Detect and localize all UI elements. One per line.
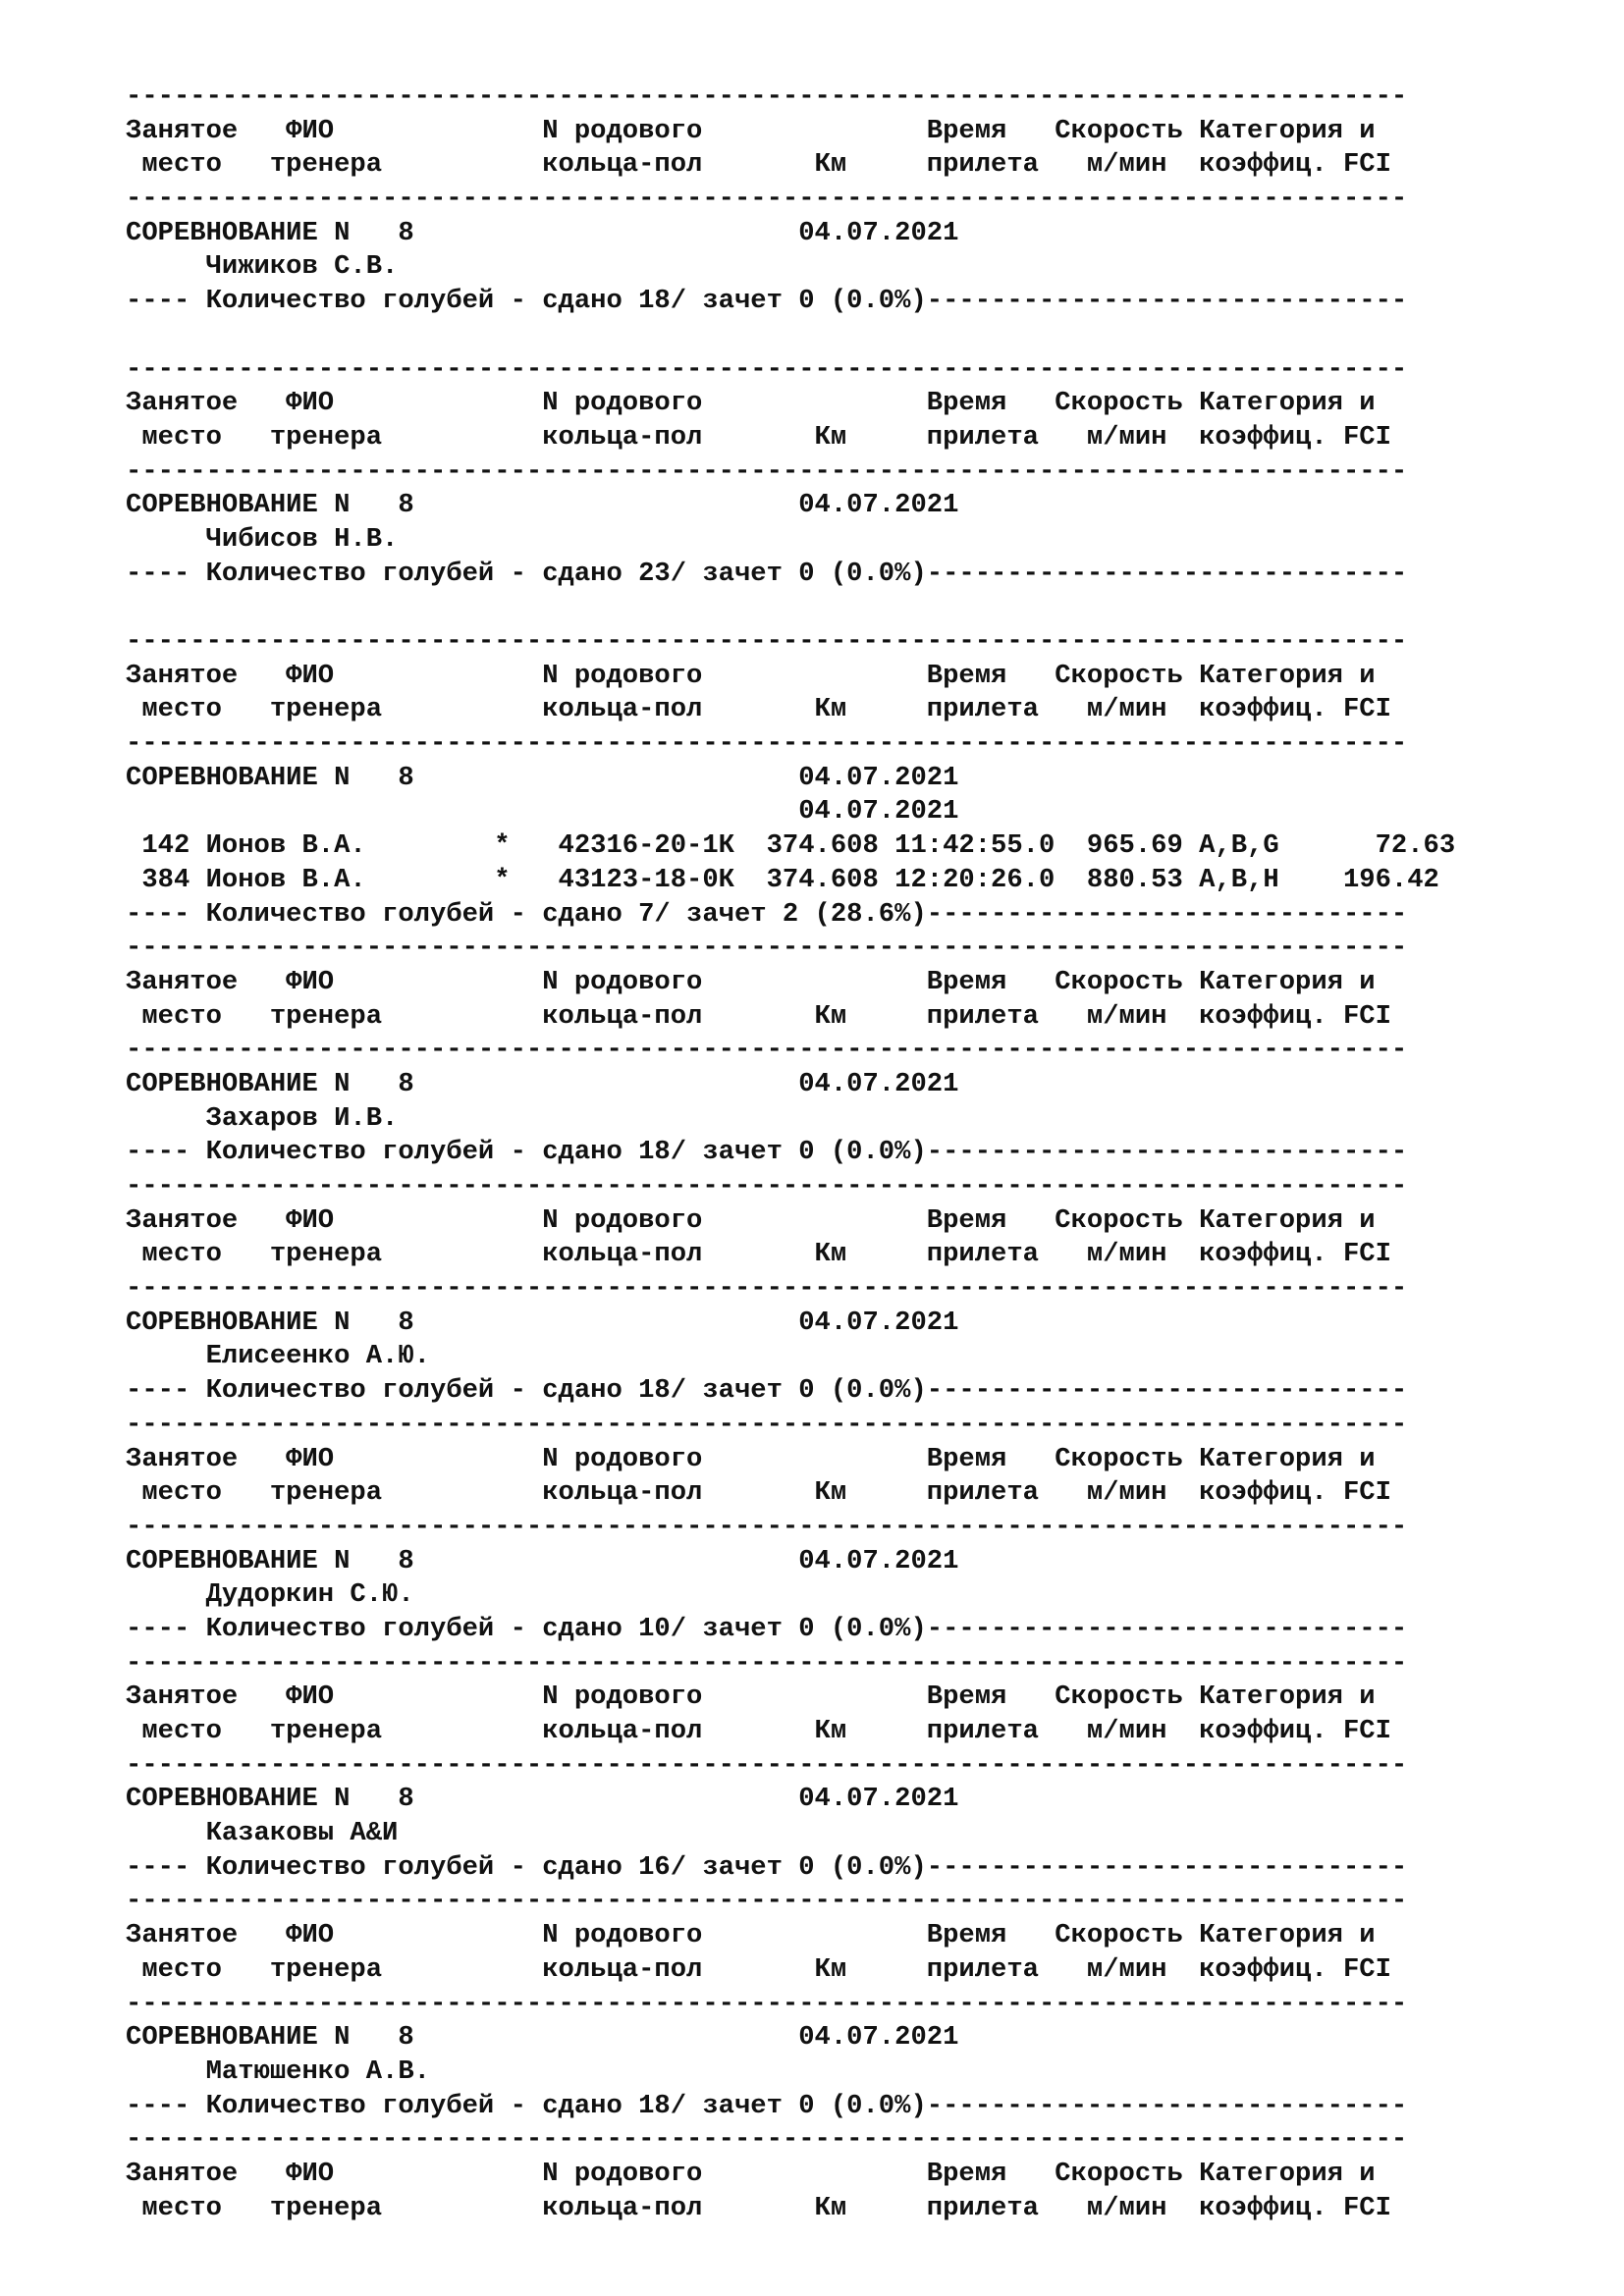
trainer-name: Елисеенко А.Ю. [126, 1341, 430, 1372]
separator-line: -------------------------------------------------------------------------------- [126, 1409, 1408, 1440]
competition-heading: СОРЕВНОВАНИЕ N 8 04.07.2021 [126, 1068, 959, 1099]
pigeon-count-summary: ---- Количество голубей - сдано 16/ зачет 0 (0.0%)------------------------------ [126, 1851, 1408, 1883]
trainer-name: Захаров И.В. [126, 1102, 399, 1134]
pigeon-count-summary: ---- Количество голубей - сдано 18/ зачет 0 (0.0%)------------------------------ [126, 286, 1408, 317]
separator-line: -------------------------------------------------------------------------------- [126, 1035, 1408, 1066]
separator-line: -------------------------------------------------------------------------------- [126, 2124, 1408, 2156]
column-header-row-2: место тренера кольца-пол Км прилета м/мин коэффиц. FCI [126, 1477, 1391, 1509]
column-header-row-2: место тренера кольца-пол Км прилета м/мин коэффиц. FCI [126, 694, 1391, 725]
trainer-name: Чижиков С.В. [126, 251, 399, 283]
separator-line: -------------------------------------------------------------------------------- [126, 184, 1408, 215]
column-header-row-2: место тренера кольца-пол Км прилета м/мин коэффиц. FCI [126, 1239, 1391, 1270]
column-header-row-1: Занятое ФИО N родового Время Скорость Категория и [126, 1204, 1376, 1236]
competition-heading: СОРЕВНОВАНИЕ N 8 04.07.2021 [126, 1784, 959, 1815]
pigeon-count-summary: ---- Количество голубей - сдано 18/ зачет 0 (0.0%)------------------------------ [126, 2090, 1408, 2121]
blank-line [126, 319, 1608, 353]
competition-heading: СОРЕВНОВАНИЕ N 8 04.07.2021 [126, 490, 959, 521]
separator-line: -------------------------------------------------------------------------------- [126, 1749, 1408, 1781]
competition-heading: СОРЕВНОВАНИЕ N 8 04.07.2021 [126, 762, 959, 793]
pigeon-count-summary: ---- Количество голубей - сдано 23/ зачет 0 (0.0%)------------------------------ [126, 558, 1408, 589]
result-row: 384 Ионов В.А. * 43123-18-0К 374.608 12:20:26.0 880.53 А,В,Н 196.42 [126, 864, 1439, 895]
separator-line: -------------------------------------------------------------------------------- [126, 1647, 1408, 1679]
trainer-name: Чибисов Н.В. [126, 523, 399, 555]
separator-line: -------------------------------------------------------------------------------- [126, 81, 1408, 112]
trainer-name: Матюшенко А.В. [126, 2056, 430, 2087]
column-header-row-2: место тренера кольца-пол Км прилета м/мин коэффиц. FCI [126, 1716, 1391, 1746]
competition-heading: СОРЕВНОВАНИЕ N 8 04.07.2021 [126, 217, 959, 248]
column-header-row-2: место тренера кольца-пол Км прилета м/мин коэффиц. FCI [126, 1953, 1391, 1985]
column-header-row-1: Занятое ФИО N родового Время Скорость Категория и [126, 1920, 1376, 1951]
column-header-row-1: Занятое ФИО N родового Время Скорость Категория и [126, 1682, 1376, 1713]
column-header-row-1: Занятое ФИО N родового Время Скорость Категория и [126, 388, 1376, 419]
column-header-row-2: место тренера кольца-пол Км прилета м/мин коэффиц. FCI [126, 149, 1391, 181]
blank-line [126, 591, 1608, 625]
column-header-row-1: Занятое ФИО N родового Время Скорость Категория и [126, 966, 1376, 997]
result-row: 142 Ионов В.А. * 42316-20-1К 374.608 11:42:55.0 965.69 А,В,G 72.63 [126, 830, 1456, 862]
competition-date: 04.07.2021 [126, 796, 959, 828]
pigeon-count-summary: ---- Количество голубей - сдано 18/ зачет 0 (0.0%)------------------------------ [126, 1137, 1408, 1168]
pigeon-count-summary: ---- Количество голубей - сдано 18/ зачет 0 (0.0%)------------------------------ [126, 1375, 1408, 1407]
separator-line: -------------------------------------------------------------------------------- [126, 1171, 1408, 1201]
separator-line: -------------------------------------------------------------------------------- [126, 933, 1408, 964]
separator-line: -------------------------------------------------------------------------------- [126, 626, 1408, 657]
separator-line: -------------------------------------------------------------------------------- [126, 1511, 1408, 1542]
column-header-row-1: Занятое ФИО N родового Время Скорость Категория и [126, 2158, 1376, 2189]
column-header-row-1: Занятое ФИО N родового Время Скорость Категория и [126, 115, 1376, 146]
column-header-row-2: место тренера кольца-пол Км прилета м/мин коэффиц. FCI [126, 421, 1391, 453]
column-header-row-2: место тренера кольца-пол Км прилета м/мин коэффиц. FCI [126, 2192, 1391, 2223]
competition-heading: СОРЕВНОВАНИЕ N 8 04.07.2021 [126, 1545, 959, 1576]
separator-line: -------------------------------------------------------------------------------- [126, 728, 1408, 760]
column-header-row-2: место тренера кольца-пол Км прилета м/мин коэффиц. FCI [126, 1000, 1391, 1032]
column-header-row-1: Занятое ФИО N родового Время Скорость Категория и [126, 660, 1376, 691]
separator-line: -------------------------------------------------------------------------------- [126, 1988, 1408, 2019]
separator-line: -------------------------------------------------------------------------------- [126, 353, 1408, 385]
column-header-row-1: Занятое ФИО N родового Время Скорость Категория и [126, 1443, 1376, 1474]
competition-heading: СОРЕВНОВАНИЕ N 8 04.07.2021 [126, 2022, 959, 2054]
trainer-name: Казаковы А&И [126, 1818, 399, 1849]
race-results-report [126, 80, 1608, 2225]
separator-line: -------------------------------------------------------------------------------- [126, 455, 1408, 487]
trainer-name: Дудоркин С.Ю. [126, 1579, 414, 1611]
pigeon-count-summary: ---- Количество голубей - сдано 10/ зачет 0 (0.0%)------------------------------ [126, 1613, 1408, 1644]
pigeon-count-summary: ---- Количество голубей - сдано 7/ зачет 2 (28.6%)------------------------------ [126, 898, 1408, 930]
separator-line: -------------------------------------------------------------------------------- [126, 1886, 1408, 1917]
separator-line: -------------------------------------------------------------------------------- [126, 1273, 1408, 1305]
competition-heading: СОРЕВНОВАНИЕ N 8 04.07.2021 [126, 1307, 959, 1338]
